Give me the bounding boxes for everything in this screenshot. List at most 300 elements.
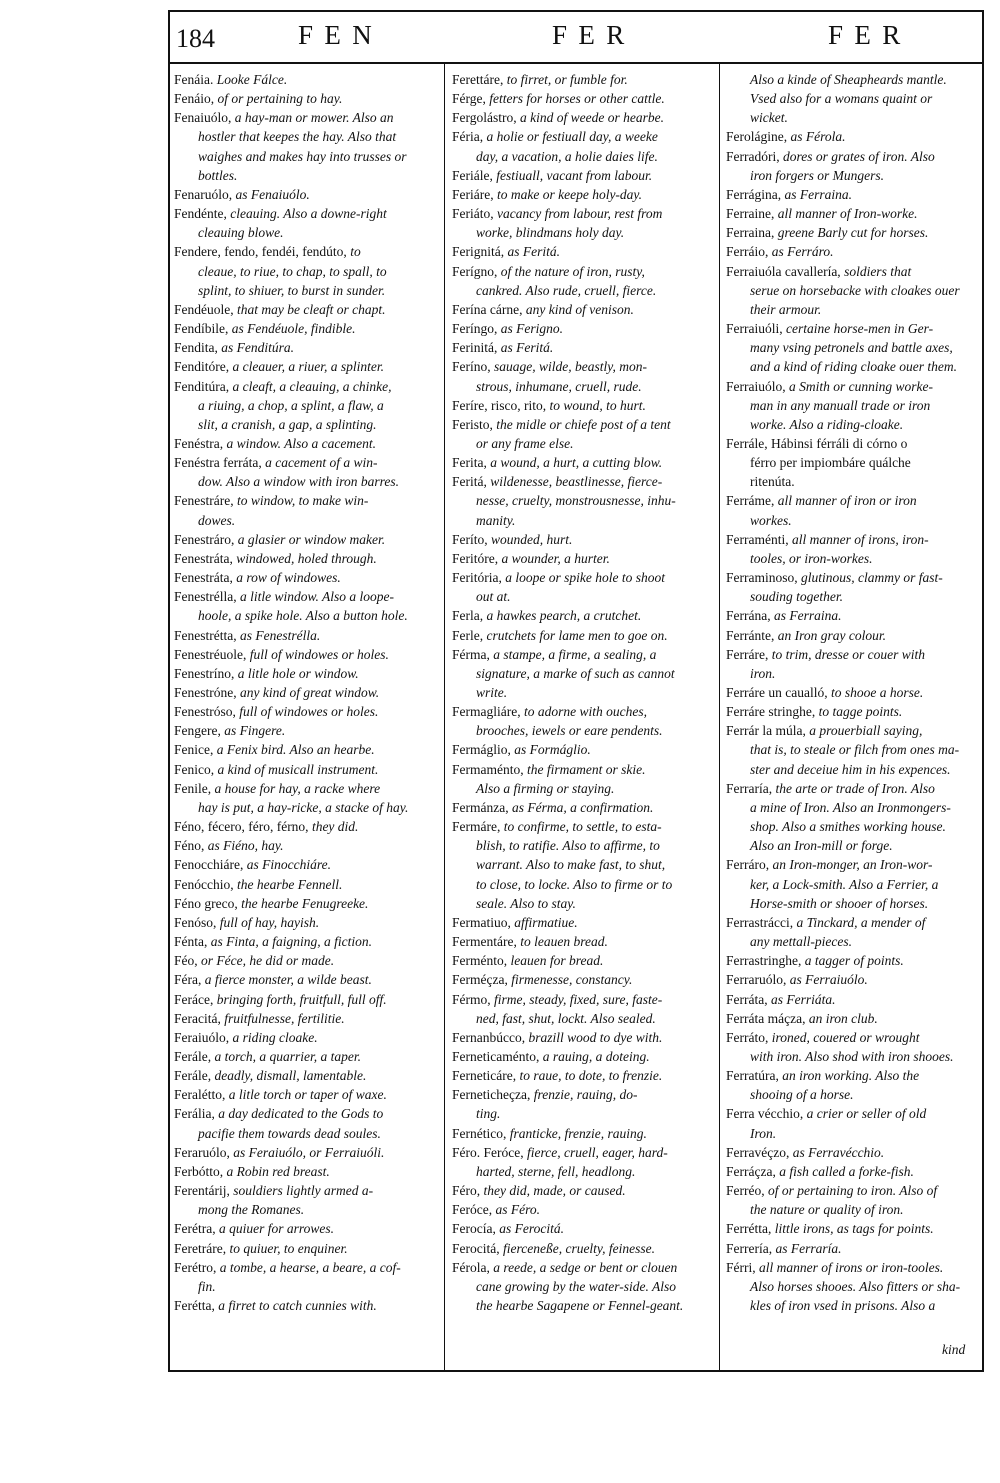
entry-line (174, 338, 440, 357)
definition: festiuall, vacant from labour. (492, 167, 653, 183)
entry-line (726, 1124, 980, 1143)
definition: any kind of great window. (236, 685, 380, 700)
entry-line (452, 1124, 716, 1143)
definition: a prouerbiall saying, (805, 723, 923, 739)
entry-line (726, 549, 980, 568)
entry-line (726, 281, 980, 300)
definition-continuation: or any frame else. (476, 435, 574, 451)
definition-continuation: ker, a Lock-smith. Also a Ferrier, a (750, 876, 939, 892)
entry-line (174, 721, 440, 740)
entry-line (174, 951, 440, 970)
entry-line (452, 587, 716, 606)
definition: a reede, a sedge or bent or clouen (489, 1259, 678, 1275)
definition: a window. Also a cacement. (223, 435, 376, 451)
entry-line (452, 511, 716, 530)
entry-line (174, 664, 440, 683)
frame-right-rule (982, 10, 984, 1372)
definition: as Ferocitá. (495, 1221, 564, 1237)
entry-line (174, 262, 440, 281)
headword: Ferraménti, (726, 531, 789, 547)
definition: to confirme, to settle, to esta- (500, 819, 662, 835)
entry-line (726, 262, 980, 281)
definition: a rauing, a doteing. (539, 1048, 650, 1064)
headword: Feralétto, (174, 1087, 226, 1103)
definition: to wound, to hurt. (546, 397, 646, 413)
headword: Fenáia. (174, 72, 214, 87)
definition: windowed, holed through. (232, 550, 377, 566)
headword: Ferbótto, (174, 1163, 224, 1179)
definition: as Ferravécchio. (789, 1144, 885, 1160)
entry-line (452, 970, 716, 989)
entry-line (726, 377, 980, 396)
entry-line (452, 549, 716, 568)
definition: a firret to catch cunnies with. (214, 1298, 377, 1313)
entry-line (174, 779, 440, 798)
definition: they did. (308, 819, 359, 835)
definition: as Ferriáta. (767, 991, 836, 1007)
definition: to (346, 244, 361, 260)
entry-line (452, 626, 716, 645)
definition: a fish called a forke-fish. (775, 1163, 914, 1179)
entry-line (174, 760, 440, 779)
entry-line (726, 185, 980, 204)
definition-continuation: the nature or quality of iron. (750, 1202, 904, 1218)
headword: Féria, (452, 129, 484, 145)
definition: fetters for horses or other cattle. (485, 91, 665, 107)
entry-line (452, 740, 716, 759)
definition-continuation: brooches, iewels or eare pendents. (476, 723, 663, 739)
definition: an iron working. Also the (778, 1068, 920, 1084)
entry-line (452, 798, 716, 817)
headword: Féno greco, (174, 895, 238, 911)
headword: Ferratúra, (726, 1068, 779, 1084)
headword: Fenestráta, (174, 550, 233, 566)
entry-line (452, 491, 716, 510)
entry-line (726, 204, 980, 223)
definition: the firmament or skie. (523, 761, 646, 777)
definition: of the nature of iron, rusty, (497, 263, 645, 279)
entry-line (726, 1239, 980, 1258)
definition-continuation: strous, inhumane, cruell, rude. (476, 378, 642, 394)
entry-line (174, 1296, 440, 1315)
definition-continuation: ting. (476, 1106, 501, 1122)
entry-line (452, 932, 716, 951)
headword: Ferradóri, (726, 148, 780, 164)
entry-line (726, 472, 980, 491)
entry-line (174, 1047, 440, 1066)
headword: Ferráio, (726, 244, 769, 260)
entry-line (726, 760, 980, 779)
headword: Fermáglio, (452, 742, 511, 758)
definition: to tagge points. (815, 704, 903, 720)
definition: the arte or trade of Iron. Also (772, 780, 935, 796)
catchword: kind (942, 1342, 966, 1357)
entry-line (174, 549, 440, 568)
entry-line (174, 606, 440, 625)
entry-line (726, 1066, 980, 1085)
definition: a house for hay, a racke where (211, 780, 381, 796)
definition: as Fenestrélla. (236, 627, 321, 643)
headword: Ferráre stringhe, (726, 704, 816, 720)
headword: Ferra vécchio, (726, 1106, 804, 1122)
headword: Ferránte, (726, 627, 775, 643)
definition: a hay-man or mower. Also an (231, 110, 394, 126)
definition: full of windowes or holes. (246, 646, 389, 662)
definition-continuation: bottles. (198, 167, 238, 183)
entry-line (174, 223, 440, 242)
entry-line (174, 127, 440, 146)
entry-line (452, 1162, 716, 1181)
definition: a hawkes pearch, a crutchet. (483, 608, 642, 624)
definition: or Féce, he did or made. (197, 953, 335, 969)
headword: Ferraría, (726, 780, 773, 796)
entry-line (452, 779, 716, 798)
entry-line (174, 415, 440, 434)
headword: Ferolágine, (726, 129, 788, 145)
definition: leauen for bread. (507, 953, 604, 969)
headword: Feriáto, (452, 206, 494, 222)
headword: Fenocchiáre, (174, 857, 244, 873)
entry-line (452, 89, 716, 108)
entry-line (174, 242, 440, 261)
entry-line (726, 645, 980, 664)
headword: Fenóso, (174, 914, 217, 930)
definition: to firret, or fumble for. (503, 72, 628, 87)
definition-continuation: with iron. Also shod with iron shooes. (750, 1048, 954, 1064)
headword: Fermentáre, (452, 934, 517, 950)
definition: a Fenix bird. Also an hearbe. (213, 742, 375, 758)
definition: wildenesse, beastlinesse, fierce- (486, 474, 663, 490)
entry-line (452, 855, 716, 874)
entry-line (174, 1181, 440, 1200)
entry-line (174, 166, 440, 185)
definition-continuation: out at. (476, 589, 511, 605)
headword: Ferméçza, (452, 972, 508, 988)
headword: Ferína cárne, (452, 301, 523, 317)
definition-continuation: ritenúta. (750, 474, 795, 490)
definition: a day dedicated to the Gods to (214, 1106, 384, 1122)
headword: Fenestríno, (174, 665, 235, 681)
entry-line (452, 1181, 716, 1200)
definition: a cacement of a win- (261, 455, 378, 471)
definition: little irons, as tags for points. (771, 1221, 934, 1237)
headword: Féra, (174, 972, 202, 988)
headword: Ferrána, (726, 608, 771, 624)
definition: firmenesse, constancy. (507, 972, 633, 988)
definition-continuation: cleauing blowe. (198, 225, 284, 241)
entry-line (726, 530, 980, 549)
entry-line (174, 204, 440, 223)
definition: as Ferraina. (781, 186, 852, 202)
entry-line (174, 1219, 440, 1238)
entry-line (726, 1277, 980, 1296)
entry-line (726, 415, 980, 434)
definition: Looke Fálce. (213, 72, 288, 87)
definition: as Fendéuole, findible. (228, 321, 356, 337)
headword: Ferravéçzo, (726, 1144, 790, 1160)
entry-line (726, 1104, 980, 1123)
entry-line (174, 147, 440, 166)
entry-line (174, 645, 440, 664)
entry-line (726, 626, 980, 645)
entry-line (452, 951, 716, 970)
definition-continuation: cleaue, to riue, to chap, to spall, to (198, 263, 387, 279)
definition: to make or keepe holy-day. (493, 186, 643, 202)
entry-line (452, 1066, 716, 1085)
entry-line (726, 223, 980, 242)
headword: Fenestróso, (174, 704, 236, 720)
headword: Ferocía, (452, 1221, 496, 1237)
headword: Feraiuólo, (174, 1029, 230, 1045)
definition: full of hay, hayish. (216, 914, 320, 930)
entry-line (726, 702, 980, 721)
entry-line (726, 300, 980, 319)
entry-line (452, 1296, 716, 1315)
definition-continuation: and a kind of riding cloake ouer them. (750, 359, 957, 375)
entry-line (174, 357, 440, 376)
entry-line (726, 932, 980, 951)
definition-continuation: ned, fast, shut, lockt. Also sealed. (476, 1010, 656, 1026)
entry-line (452, 702, 716, 721)
headword: Ferneticheçza, (452, 1087, 531, 1103)
entry-line (452, 319, 716, 338)
definition: as Finta, a faigning, a fiction. (207, 934, 372, 950)
definition: a holie or festiuall day, a weeke (483, 129, 658, 145)
entry-line (174, 511, 440, 530)
entry-line (174, 970, 440, 989)
entry-line (452, 913, 716, 932)
entry-line (452, 70, 716, 89)
headword: Fenestráta, (174, 570, 233, 586)
definition-continuation: hostler that keepes the hay. Also that (198, 129, 397, 145)
definition-continuation: many vsing petronels and battle axes, (750, 340, 953, 356)
headword: Fenéstra, (174, 435, 224, 451)
definition: an Iron-monger, an Iron-wor- (769, 857, 933, 873)
definition: as Ferraría. (772, 1240, 842, 1256)
entry-line (726, 396, 980, 415)
headword: Fenestráro, (174, 531, 235, 547)
column-1 (174, 70, 440, 1315)
entry-line (726, 913, 980, 932)
entry-line (452, 262, 716, 281)
headword: Fermaménto, (452, 761, 524, 777)
headword: Ferita, (452, 455, 487, 471)
definition: all manner of irons or iron-tooles. (755, 1259, 944, 1275)
entry-line (452, 836, 716, 855)
definition: ironed, couered or wrought (768, 1029, 920, 1045)
definition-continuation: Vsed also for a womans quaint or (750, 91, 933, 107)
definition-continuation: worke, blindmans holy day. (476, 225, 625, 241)
definition: deadly, dismall, lamentable. (211, 1068, 367, 1084)
entry-line (174, 89, 440, 108)
definition: full of windowes or holes. (235, 704, 379, 720)
headword: Ferétra, (174, 1221, 216, 1237)
entry-line (726, 894, 980, 913)
headword: Fenestrélla, (174, 589, 237, 605)
headword: Fendíbile, (174, 321, 229, 337)
headword: Ferráre un caualló, (726, 685, 828, 700)
entry-line (726, 1028, 980, 1047)
entry-line (452, 530, 716, 549)
headword: Férma, (452, 646, 490, 662)
entry-line (452, 721, 716, 740)
definition-continuation: splint, to shiuer, to burst in sunder. (198, 282, 386, 298)
headword: Ferrería, (726, 1240, 773, 1256)
definition: a fierce monster, a wilde beast. (201, 972, 372, 988)
entry-line (726, 970, 980, 989)
headword: Feretráre, (174, 1240, 227, 1256)
entry-line (452, 817, 716, 836)
headword: Fenaiuólo, (174, 110, 232, 126)
headword: Féro. Feróce, (452, 1144, 524, 1160)
headword: Ferrále, Hábinsi férráli di córno o (726, 435, 908, 451)
entry-line (726, 108, 980, 127)
definition-continuation: seale. Also to stay. (476, 895, 576, 911)
entry-line (726, 242, 980, 261)
entry-line (726, 147, 980, 166)
definition-continuation: Also a firming or staying. (476, 780, 615, 796)
headword: Ferle, (452, 627, 484, 643)
definition: a tombe, a hearse, a beare, a cof- (216, 1259, 401, 1275)
headword: Fendita, (174, 340, 218, 356)
definition-continuation: harted, sterne, fell, headlong. (476, 1163, 636, 1179)
definition: to trim, dresse or couer with (768, 646, 925, 662)
definition: sauage, wilde, beastly, mon- (490, 359, 647, 375)
entry-line (452, 396, 716, 415)
definition-continuation: blish, to ratifie. Also to affirme, to (476, 838, 660, 854)
entry-line (174, 1239, 440, 1258)
column-divider-2 (719, 64, 720, 1370)
definition-continuation: man in any manuall trade or iron (750, 397, 931, 413)
entry-line (726, 721, 980, 740)
definition: they did, made, or caused. (480, 1183, 626, 1199)
headword: Ferráre, (726, 646, 769, 662)
headword: Ferréo, (726, 1183, 765, 1199)
headword: Ferneticaménto, (452, 1048, 540, 1064)
definition-continuation: Iron. (750, 1125, 777, 1141)
definition: as Formáglio. (510, 742, 591, 758)
definition: frenzie, rauing, do- (530, 1087, 638, 1103)
entry-line (174, 472, 440, 491)
definition-continuation: that is, to steale or filch from ones ma- (750, 742, 960, 758)
header-rule (168, 62, 984, 64)
headword: Ferrastringhe, (726, 953, 802, 969)
definition-continuation: to close, to locke. Also to firme or to (476, 876, 673, 892)
definition: a loope or spike hole to shoot (501, 570, 665, 586)
entry-line (726, 1219, 980, 1238)
headword: Fendénte, (174, 206, 227, 222)
entry-line (174, 990, 440, 1009)
entry-line (174, 1124, 440, 1143)
page-number: 184 (176, 24, 215, 53)
definition: a riding cloake. (229, 1029, 318, 1045)
entry-line (452, 1239, 716, 1258)
headword: Fenestráre, (174, 493, 234, 509)
definition: a Tinckard, a mender of (793, 914, 926, 930)
definition-continuation: ster and deceiue him in his expences. (750, 761, 951, 777)
definition: a wound, a hurt, a cutting blow. (486, 455, 663, 471)
headword: Férge, (452, 91, 486, 107)
entry-line (174, 855, 440, 874)
entry-line (452, 1200, 716, 1219)
definition: a Robin red breast. (223, 1163, 330, 1179)
headword: Feritória, (452, 570, 502, 586)
headword: Feriáre, (452, 186, 494, 202)
headword: Ferígno, (452, 263, 498, 279)
headword: Fernético, (452, 1125, 507, 1141)
entry-line (174, 1143, 440, 1162)
entry-line (452, 645, 716, 664)
entry-line (726, 951, 980, 970)
definition: bringing forth, fruitfull, full off. (213, 991, 387, 1007)
definition-continuation: Horse-smith or shooer of horses. (750, 895, 929, 911)
column-3 (726, 70, 980, 1315)
entry-line (174, 702, 440, 721)
headword: Fenditúra, (174, 378, 230, 394)
entry-line (174, 396, 440, 415)
entry-line (726, 990, 980, 1009)
headword: Féro, (452, 1183, 481, 1199)
definition: of or pertaining to iron. Also of (764, 1183, 938, 1199)
headword: Fenaruólo, (174, 186, 233, 202)
definition: as Férola. (787, 129, 846, 145)
entry-line (174, 434, 440, 453)
entry-line (452, 185, 716, 204)
entry-line (726, 166, 980, 185)
headword: Fenócchio, (174, 876, 234, 892)
entry-line (174, 281, 440, 300)
definition: a row of windowes. (232, 570, 341, 586)
entry-line (726, 1181, 980, 1200)
entry-line (726, 683, 980, 702)
definition: fierceneße, cruelty, feinesse. (499, 1240, 656, 1256)
headword: Fenditóre, (174, 359, 230, 375)
headword: Ferráta, (726, 991, 768, 1007)
headword: Feritóre, (452, 550, 499, 566)
entry-line (174, 1162, 440, 1181)
entry-line (452, 1028, 716, 1047)
entry-line (174, 377, 440, 396)
definition: that may be cleaft or chapt. (233, 301, 386, 317)
headword: Féno, (174, 838, 205, 854)
entry-line (726, 70, 980, 89)
headword: Ferále, (174, 1068, 212, 1084)
definition: crutchets for lame men to goe on. (483, 627, 668, 643)
definition: a tagger of points. (801, 953, 904, 969)
entry-line (174, 932, 440, 951)
headword: Feracitá, (174, 1010, 221, 1026)
entry-line (726, 1258, 980, 1277)
definition: as Feritá. (504, 244, 560, 260)
definition-continuation: dowes. (198, 512, 236, 528)
entry-line (726, 491, 980, 510)
entry-line (174, 319, 440, 338)
definition: the hearbe Fennell. (233, 876, 343, 892)
definition: as Fiéno, hay. (204, 838, 284, 854)
headword: Fendéuole, (174, 301, 234, 317)
headword: Ferraiuóla cavallería, (726, 263, 841, 279)
headword: Ferraiuólo, (726, 378, 786, 394)
entry-line (452, 1219, 716, 1238)
headword: Ferráro, (726, 857, 770, 873)
entry-line (726, 1162, 980, 1181)
entry-line (174, 1258, 440, 1277)
entry-line (452, 281, 716, 300)
entry-line (452, 568, 716, 587)
guide-word-right: FER (828, 20, 912, 50)
definition: wounded, hurt. (487, 531, 573, 547)
entry-line (726, 568, 980, 587)
